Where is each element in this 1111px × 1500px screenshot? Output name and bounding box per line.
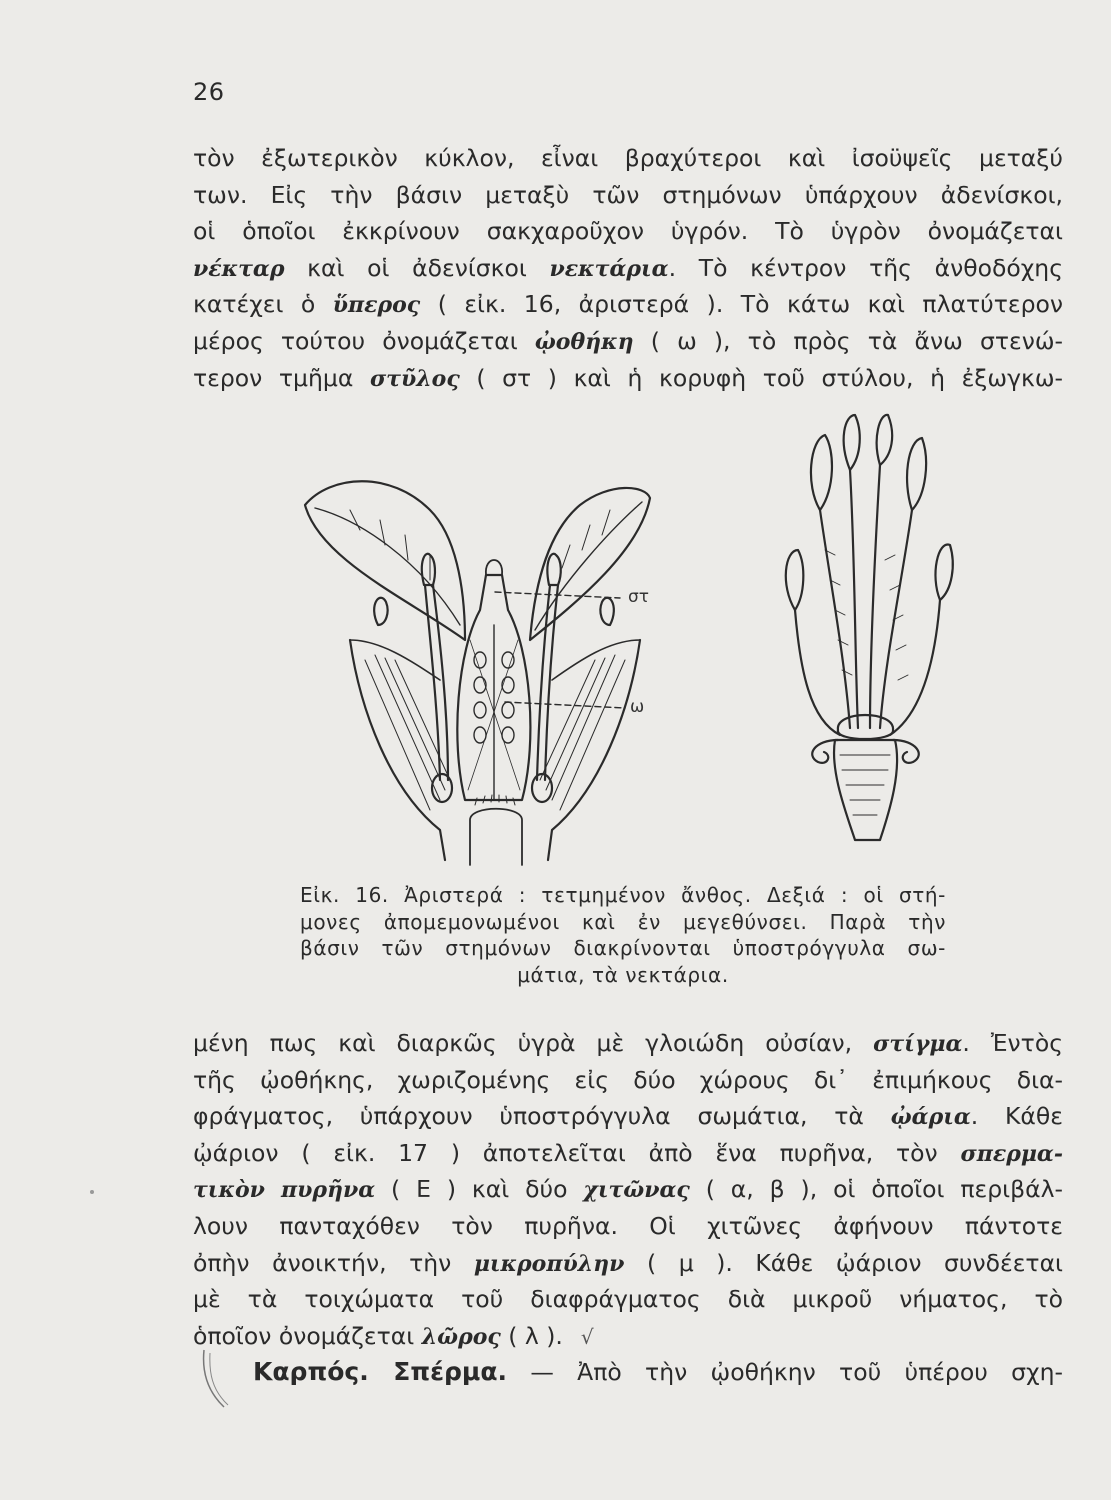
- term-ovary: ᾠοθήκη: [534, 328, 634, 355]
- text-line: τῆς ᾠοθήκης, χωριζομένης εἰς δύο χώρους δι᾿ ἐπιμήκους δια-: [193, 1065, 1063, 1094]
- page-number: 26: [193, 78, 225, 106]
- term-style: στῦλος: [369, 365, 460, 392]
- paragraph-bottom: [193, 1025, 1063, 1391]
- caption-line: μάτια, τὰ νεκτάρια.: [517, 962, 729, 987]
- paragraph-top: [193, 140, 1063, 396]
- text-line: τὸν ἐξωτερικὸν κύκλον, εἶναι βραχύτεροι καὶ ἰσοϋψεῖς μεταξύ: [193, 144, 1063, 172]
- term-stigma: στίγμα: [873, 1031, 963, 1057]
- term-sperm-nucleus-part2: τικὸν πυρῆνα: [193, 1177, 376, 1204]
- label-style: στ: [628, 587, 650, 607]
- text-line: μέρος τούτου ὀνομάζεται ᾠοθήκη ( ω ), τὸ πρὸς τὰ ἄνω στενώ-: [193, 326, 1063, 355]
- text-line: φράγματος, ὑπάρχουν ὑποστρόγγυλα σωμάτια, τὰ ᾠάρια. Κάθε: [193, 1102, 1063, 1131]
- pencil-mark-icon: [196, 1345, 236, 1415]
- label-ovary: ω: [630, 697, 645, 717]
- term-sperm-nucleus-part1: σπερμα-: [960, 1140, 1063, 1167]
- text-line: μὲ τὰ τοιχώματα τοῦ διαφράγματος διὰ μικροῦ νήματος, τὸ: [193, 1285, 1063, 1314]
- text-line: μένη πως καὶ διαρκῶς ὑγρὰ μὲ γλοιώδη οὐσίαν, στίγμα. Ἐντὸς: [193, 1029, 1064, 1057]
- term-nectar: νέκταρ: [193, 255, 285, 282]
- section-heading: Καρπός. Σπέρμα.: [253, 1357, 507, 1387]
- term-pistil: ὕπερος: [332, 292, 421, 319]
- text-line: ὁποῖον ὀνομάζεται λῶρος ( λ ). √: [193, 1321, 594, 1350]
- flower-drawing: [290, 410, 980, 880]
- figure-caption: [300, 882, 946, 988]
- term-ovules: ᾠάρια: [890, 1104, 971, 1131]
- caption-line: Εἰκ. 16. Ἀριστερά : τετμημένον ἄνθος. Δεξιά : οἱ στή-: [300, 883, 946, 907]
- text-line: οἱ ὁποῖοι ἐκκρίνουν σακχαροῦχον ὑγρόν. Τὸ ὑγρὸν ὀνομάζεται: [193, 217, 1063, 246]
- text-line: λουν πανταχόθεν τὸν πυρῆνα. Οἱ χιτῶνες ἀφήνουν πάντοτε: [193, 1211, 1063, 1240]
- term-funicle: λῶρος: [421, 1323, 501, 1350]
- caption-line: μονες ἀπομεμονωμένοι καὶ ἐν μεγεθύνσει. Παρὰ τὴν: [300, 909, 946, 934]
- pencil-checkmark: √: [580, 1324, 594, 1349]
- text-line: των. Εἰς τὴν βάσιν μεταξὺ τῶν στημόνων ὑπάρχουν ἀδενίσκοι,: [193, 180, 1063, 209]
- caption-line: βάσιν τῶν στημόνων διακρίνονται ὑποστρόγγυλα σω-: [300, 936, 946, 960]
- text-line: ὀπὴν ἀνοικτήν, τὴν μικροπύλην ( μ ). Κάθε ᾠάριον συνδέεται: [193, 1248, 1064, 1277]
- flower-illustration: [290, 410, 980, 880]
- text-line: Καρπός. Σπέρμα. — Ἀπὸ τὴν ᾠοθήκην τοῦ ὑπέρου σχη-: [253, 1357, 1063, 1387]
- text-line: νέκταρ καὶ οἱ ἀδενίσκοι νεκτάρια. Τὸ κέντρον τῆς ἀνθοδόχης: [193, 253, 1063, 282]
- text-line: κατέχει ὁ ὕπερος ( εἰκ. 16, ἀριστερά ). Τὸ κάτω καὶ πλατύτερον: [193, 290, 1063, 319]
- text-line: ᾠάριον ( εἰκ. 17 ) ἀποτελεῖται ἀπὸ ἕνα πυρῆνα, τὸν σπερμα-: [193, 1138, 1063, 1167]
- term-micropyle: μικροπύλην: [473, 1250, 625, 1277]
- term-integuments: χιτῶνας: [583, 1177, 690, 1204]
- term-nectaries: νεκτάρια: [549, 255, 669, 282]
- text-line: τικὸν πυρῆνα ( Ε ) καὶ δύο χιτῶνας ( α, β ), οἱ ὁποῖοι περιβάλ-: [193, 1175, 1063, 1204]
- text-line: τερον τμῆμα στῦλος ( στ ) καὶ ἡ κορυφὴ τοῦ στύλου, ἡ ἐξωγκω-: [193, 363, 1063, 392]
- speck: [90, 1190, 94, 1194]
